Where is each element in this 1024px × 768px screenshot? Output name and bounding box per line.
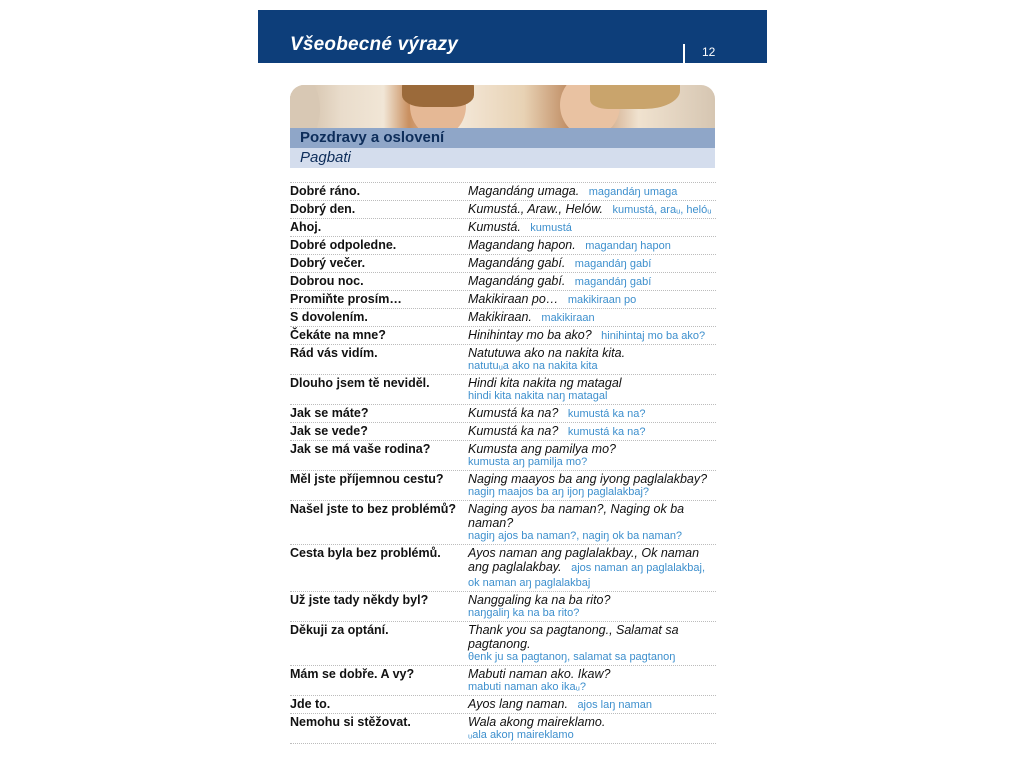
czech-phrase: Dobré odpoledne. [290, 238, 397, 252]
tagalog-phrase: Hinihintay mo ba ako? [468, 328, 592, 342]
phrase-table [290, 182, 716, 744]
czech-phrase: Promiňte prosím… [290, 292, 402, 306]
czech-phrase: Jak se máte? [290, 406, 369, 420]
translation-cell [468, 292, 716, 307]
translation-cell [468, 406, 716, 421]
pronunciation: ᵤala akoŋ maireklamo [468, 729, 574, 741]
tagalog-phrase: Natutuwa ako na nakita kita. [468, 346, 626, 360]
czech-phrase: Dobrou noc. [290, 274, 364, 288]
czech-phrase: Mám se dobře. A vy? [290, 667, 415, 681]
tagalog-phrase: Wala akong maireklamo. [468, 715, 606, 729]
translation-cell [468, 256, 716, 271]
tagalog-phrase: Kumustá ka na? [468, 424, 559, 438]
phrase-row [290, 441, 716, 471]
section-subtitle: Pagbati [300, 149, 351, 166]
czech-phrase: Děkuji za optání. [290, 623, 389, 637]
translation-cell [468, 472, 716, 499]
translation-cell [468, 328, 716, 343]
czech-phrase: Jak se vede? [290, 424, 368, 438]
translation-cell [468, 546, 716, 590]
phrase-row [290, 182, 716, 201]
phrase-row [290, 666, 716, 696]
translation-cell [468, 274, 716, 289]
tagalog-phrase: Naging ayos ba naman?, Naging ok ba naman? [468, 502, 685, 530]
tagalog-phrase: Kumusta ang pamilya mo? [468, 442, 616, 456]
translation-cell [468, 310, 716, 325]
tagalog-phrase: Magandáng gabí. [468, 274, 566, 288]
phrase-row [290, 696, 716, 714]
translation-cell [468, 220, 716, 235]
tagalog-phrase: Kumustá., Araw., Helów. [468, 202, 604, 216]
translation-cell [468, 442, 716, 469]
tagalog-phrase: Thank you sa pagtanong., Salamat sa pagtanong. [468, 623, 679, 651]
chapter-title: Všeobecné výrazy [290, 34, 458, 55]
pronunciation: magandáŋ gabí [574, 258, 652, 270]
tagalog-phrase: Makikiraan. [468, 310, 532, 324]
tagalog-phrase: Ayos naman ang paglalakbay., Ok naman ang paglalakbay. [468, 546, 700, 574]
pronunciation: kumusta aŋ pamilja mo? [468, 456, 588, 468]
tagalog-phrase: Hindi kita nakita ng matagal [468, 376, 622, 390]
phrase-row [290, 622, 716, 666]
phrase-row [290, 273, 716, 291]
section-band-light [290, 148, 715, 168]
czech-phrase: Dobrý večer. [290, 256, 366, 270]
pronunciation: θenk ju sa pagtanoŋ, salamat sa pagtanoŋ [468, 651, 676, 663]
page-header [258, 10, 767, 63]
pronunciation: makikiraan [541, 312, 595, 324]
pronunciation: nagiŋ ajos ba naman?, nagiŋ ok ba naman? [468, 530, 683, 542]
pronunciation: ajos laŋ naman [577, 699, 653, 711]
translation-cell [468, 238, 716, 253]
pronunciation: kumustá, araᵤ, helóᵤ [612, 204, 712, 216]
czech-phrase: Měl jste příjemnou cestu? [290, 472, 444, 486]
pronunciation: magandaŋ hapon [585, 240, 671, 252]
tagalog-phrase: Magandáng gabí. [468, 256, 566, 270]
czech-phrase: Dobré ráno. [290, 184, 361, 198]
czech-phrase: S dovolením. [290, 310, 368, 324]
phrase-row [290, 471, 716, 501]
pronunciation: naŋgaliŋ ka na ba rito? [468, 607, 580, 619]
tagalog-phrase: Naging maayos ba ang iyong paglalakbay? [468, 472, 708, 486]
translation-cell [468, 715, 716, 742]
translation-cell [468, 184, 716, 199]
tagalog-phrase: Makikiraan po… [468, 292, 559, 306]
tagalog-phrase: Magandang hapon. [468, 238, 576, 252]
translation-cell [468, 593, 716, 620]
phrase-row [290, 545, 716, 592]
phrase-row [290, 375, 716, 405]
pronunciation: natutuᵤa ako na nakita kita [468, 360, 598, 372]
czech-phrase: Cesta byla bez problémů. [290, 546, 441, 560]
pronunciation: nagiŋ maajos ba aŋ ijoŋ paglalakbaj? [468, 486, 650, 498]
tagalog-phrase: Kumustá ka na? [468, 406, 559, 420]
czech-phrase: Už jste tady někdy byl? [290, 593, 429, 607]
pronunciation: ajos naman aŋ paglalakbaj, ok naman aŋ paglalakbaj [468, 562, 706, 589]
czech-phrase: Jde to. [290, 697, 331, 711]
translation-cell [468, 667, 716, 694]
pronunciation: kumustá ka na? [567, 426, 646, 438]
phrase-row [290, 714, 716, 744]
tagalog-phrase: Ayos lang naman. [468, 697, 568, 711]
pronunciation: kumustá ka na? [567, 408, 646, 420]
pronunciation: hinihintaj mo ba ako? [601, 330, 706, 342]
phrase-row [290, 327, 716, 345]
pronunciation: magandáŋ gabí [574, 276, 652, 288]
translation-cell [468, 202, 716, 217]
phrasebook-page [258, 10, 767, 760]
section-title: Pozdravy a oslovení [300, 129, 445, 146]
translation-cell [468, 424, 716, 439]
pronunciation: magandáŋ umaga [588, 186, 678, 198]
phrase-row [290, 291, 716, 309]
pronunciation: mabuti naman ako ikaᵤ? [468, 681, 586, 693]
czech-phrase: Nemohu si stěžovat. [290, 715, 411, 729]
phrase-row [290, 219, 716, 237]
phrase-row [290, 309, 716, 327]
czech-phrase: Dobrý den. [290, 202, 356, 216]
translation-cell [468, 346, 716, 373]
czech-phrase: Jak se má vaše rodina? [290, 442, 431, 456]
translation-cell [468, 502, 716, 543]
czech-phrase: Ahoj. [290, 220, 322, 234]
phrase-row [290, 423, 716, 441]
czech-phrase: Dlouho jsem tě neviděl. [290, 376, 430, 390]
phrase-row [290, 592, 716, 622]
phrase-row [290, 201, 716, 219]
pronunciation: makikiraan po [567, 294, 637, 306]
czech-phrase: Čekáte na mne? [290, 328, 386, 342]
tagalog-phrase: Magandáng umaga. [468, 184, 580, 198]
phrase-row [290, 255, 716, 273]
tagalog-phrase: Nanggaling ka na ba rito? [468, 593, 611, 607]
czech-phrase: Rád vás vidím. [290, 346, 378, 360]
translation-cell [468, 623, 716, 664]
pronunciation: kumustá [530, 222, 572, 234]
tagalog-phrase: Mabuti naman ako. Ikaw? [468, 667, 611, 681]
czech-phrase: Našel jste to bez problémů? [290, 502, 457, 516]
pronunciation: hindi kita nakita naŋ matagal [468, 390, 608, 402]
tagalog-phrase: Kumustá. [468, 220, 521, 234]
translation-cell [468, 697, 716, 712]
translation-cell [468, 376, 716, 403]
page-number: 12 [702, 45, 716, 59]
phrase-row [290, 405, 716, 423]
phrase-row [290, 345, 716, 375]
phrase-row [290, 237, 716, 255]
banner-photo [290, 85, 715, 129]
header-divider [683, 44, 685, 63]
phrase-row [290, 501, 716, 545]
